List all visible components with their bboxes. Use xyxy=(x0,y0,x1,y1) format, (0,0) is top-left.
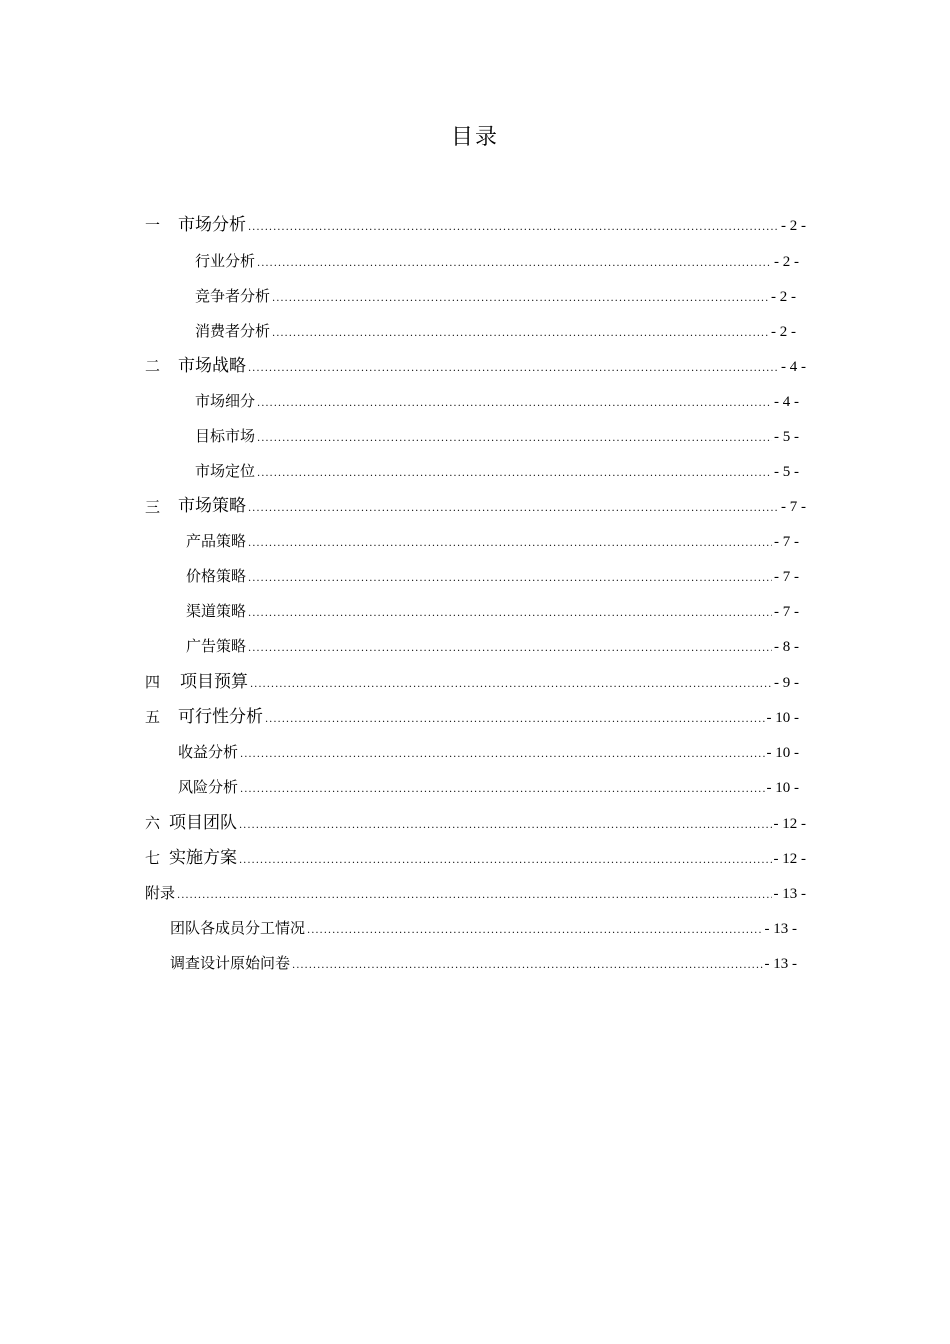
toc-entry-label: 竞争者分析 xyxy=(195,287,271,305)
toc-entry-page: - 13 - xyxy=(773,886,806,902)
toc-leader-dots xyxy=(257,258,772,269)
toc-entry-page: - 9 - xyxy=(774,675,799,691)
toc-entry-page: - 12 - xyxy=(773,816,806,832)
toc-entry[interactable] xyxy=(178,741,799,763)
toc-leader-dots xyxy=(248,222,779,233)
toc-entry[interactable] xyxy=(170,952,797,974)
toc-entry-page: - 7 - xyxy=(774,534,799,550)
toc-leader-dots xyxy=(240,749,764,760)
toc-entry-label: 可行性分析 xyxy=(178,707,263,727)
toc-entry[interactable] xyxy=(195,425,799,447)
toc-leader-dots xyxy=(177,890,771,901)
toc-leader-dots xyxy=(257,433,772,444)
toc-entry-label: 市场策略 xyxy=(178,496,246,516)
toc-entry-page: - 13 - xyxy=(764,956,797,972)
toc-leader-dots xyxy=(248,643,772,654)
toc-entry-label: 市场分析 xyxy=(178,215,246,235)
toc-entry-page: - 13 - xyxy=(764,921,797,937)
toc-entry[interactable] xyxy=(170,917,797,939)
toc-leader-dots xyxy=(248,573,772,584)
toc-leader-dots xyxy=(248,538,772,549)
toc-entry[interactable] xyxy=(178,351,806,376)
toc-entry[interactable] xyxy=(169,843,806,868)
toc-entry-page: - 2 - xyxy=(781,218,806,234)
toc-entry-page: - 5 - xyxy=(774,464,799,480)
toc-leader-dots xyxy=(257,398,772,409)
toc-entry-label: 风险分析 xyxy=(178,778,239,796)
toc-entry[interactable] xyxy=(195,460,799,482)
toc-entry-label: 广告策略 xyxy=(186,637,247,655)
toc-entry-label: 市场定位 xyxy=(195,462,256,480)
toc-entry-page: - 10 - xyxy=(766,780,799,796)
toc-entry[interactable] xyxy=(180,667,799,692)
toc-entry-page: - 7 - xyxy=(774,569,799,585)
toc-entry[interactable] xyxy=(186,600,799,622)
toc-entry[interactable] xyxy=(169,808,806,833)
toc-entry-number: 二 xyxy=(145,357,161,375)
toc-entry-number: 五 xyxy=(145,708,161,726)
toc-entry-label: 渠道策略 xyxy=(186,602,247,620)
toc-leader-dots xyxy=(248,503,779,514)
toc-leader-dots xyxy=(239,855,772,866)
toc-entry[interactable] xyxy=(195,250,799,272)
toc-entry-page: - 2 - xyxy=(774,254,799,270)
toc-entry[interactable] xyxy=(178,491,806,516)
toc-entry-label: 市场细分 xyxy=(195,392,256,410)
toc-leader-dots xyxy=(272,293,769,304)
toc-entry-number: 七 xyxy=(145,849,161,867)
toc-entry-label: 价格策略 xyxy=(186,567,247,585)
toc-entry[interactable] xyxy=(195,390,799,412)
toc-leader-dots xyxy=(248,608,772,619)
toc-entry-page: - 2 - xyxy=(771,289,796,305)
toc-entry-page: - 8 - xyxy=(774,639,799,655)
toc-entry[interactable] xyxy=(186,635,799,657)
toc-entry-label: 消费者分析 xyxy=(195,322,271,340)
toc-entry-label: 产品策略 xyxy=(186,532,247,550)
toc-entry-page: - 10 - xyxy=(766,745,799,761)
toc-entry[interactable] xyxy=(145,882,806,904)
toc-entry[interactable] xyxy=(195,320,796,342)
toc-entry-label: 项目团队 xyxy=(169,813,237,833)
toc-entry-page: - 7 - xyxy=(781,499,806,515)
toc-entry-number: 一 xyxy=(145,216,161,234)
toc-leader-dots xyxy=(257,468,772,479)
toc-leader-dots xyxy=(292,960,762,971)
toc-entry-page: - 10 - xyxy=(766,710,799,726)
toc-entry-page: - 4 - xyxy=(774,394,799,410)
toc-leader-dots xyxy=(272,328,769,339)
toc-entry-label: 项目预算 xyxy=(180,672,248,692)
toc-entry[interactable] xyxy=(195,285,796,307)
toc-entry-label: 收益分析 xyxy=(178,743,239,761)
toc-entry-label: 调查设计原始问卷 xyxy=(170,954,291,972)
toc-entry[interactable] xyxy=(178,210,806,235)
toc-leader-dots xyxy=(248,363,779,374)
toc-entry-label: 行业分析 xyxy=(195,252,256,270)
toc-entry-page: - 12 - xyxy=(773,851,806,867)
toc-entry-label: 团队各成员分工情况 xyxy=(170,919,306,937)
toc-entry-label: 附录 xyxy=(145,884,176,902)
toc-title: 目录 xyxy=(450,125,499,150)
toc-entry[interactable] xyxy=(186,565,799,587)
toc-leader-dots xyxy=(307,925,762,936)
toc-entry[interactable] xyxy=(178,776,799,798)
toc-entry-label: 市场战略 xyxy=(178,356,246,376)
toc-leader-dots xyxy=(265,714,765,725)
toc-entry-page: - 7 - xyxy=(774,604,799,620)
toc-entry-label: 目标市场 xyxy=(195,427,256,445)
toc-entry-page: - 4 - xyxy=(781,359,806,375)
toc-leader-dots xyxy=(250,679,772,690)
toc-entry[interactable] xyxy=(178,702,799,727)
toc-entry[interactable] xyxy=(186,530,799,552)
toc-entry-page: - 2 - xyxy=(771,324,796,340)
toc-leader-dots xyxy=(240,784,764,795)
toc-entry-number: 六 xyxy=(145,814,161,832)
toc-entry-label: 实施方案 xyxy=(169,848,237,868)
toc-entry-number: 四 xyxy=(145,673,161,691)
toc-entry-page: - 5 - xyxy=(774,429,799,445)
toc-entry-number: 三 xyxy=(145,498,161,516)
toc-leader-dots xyxy=(239,820,772,831)
